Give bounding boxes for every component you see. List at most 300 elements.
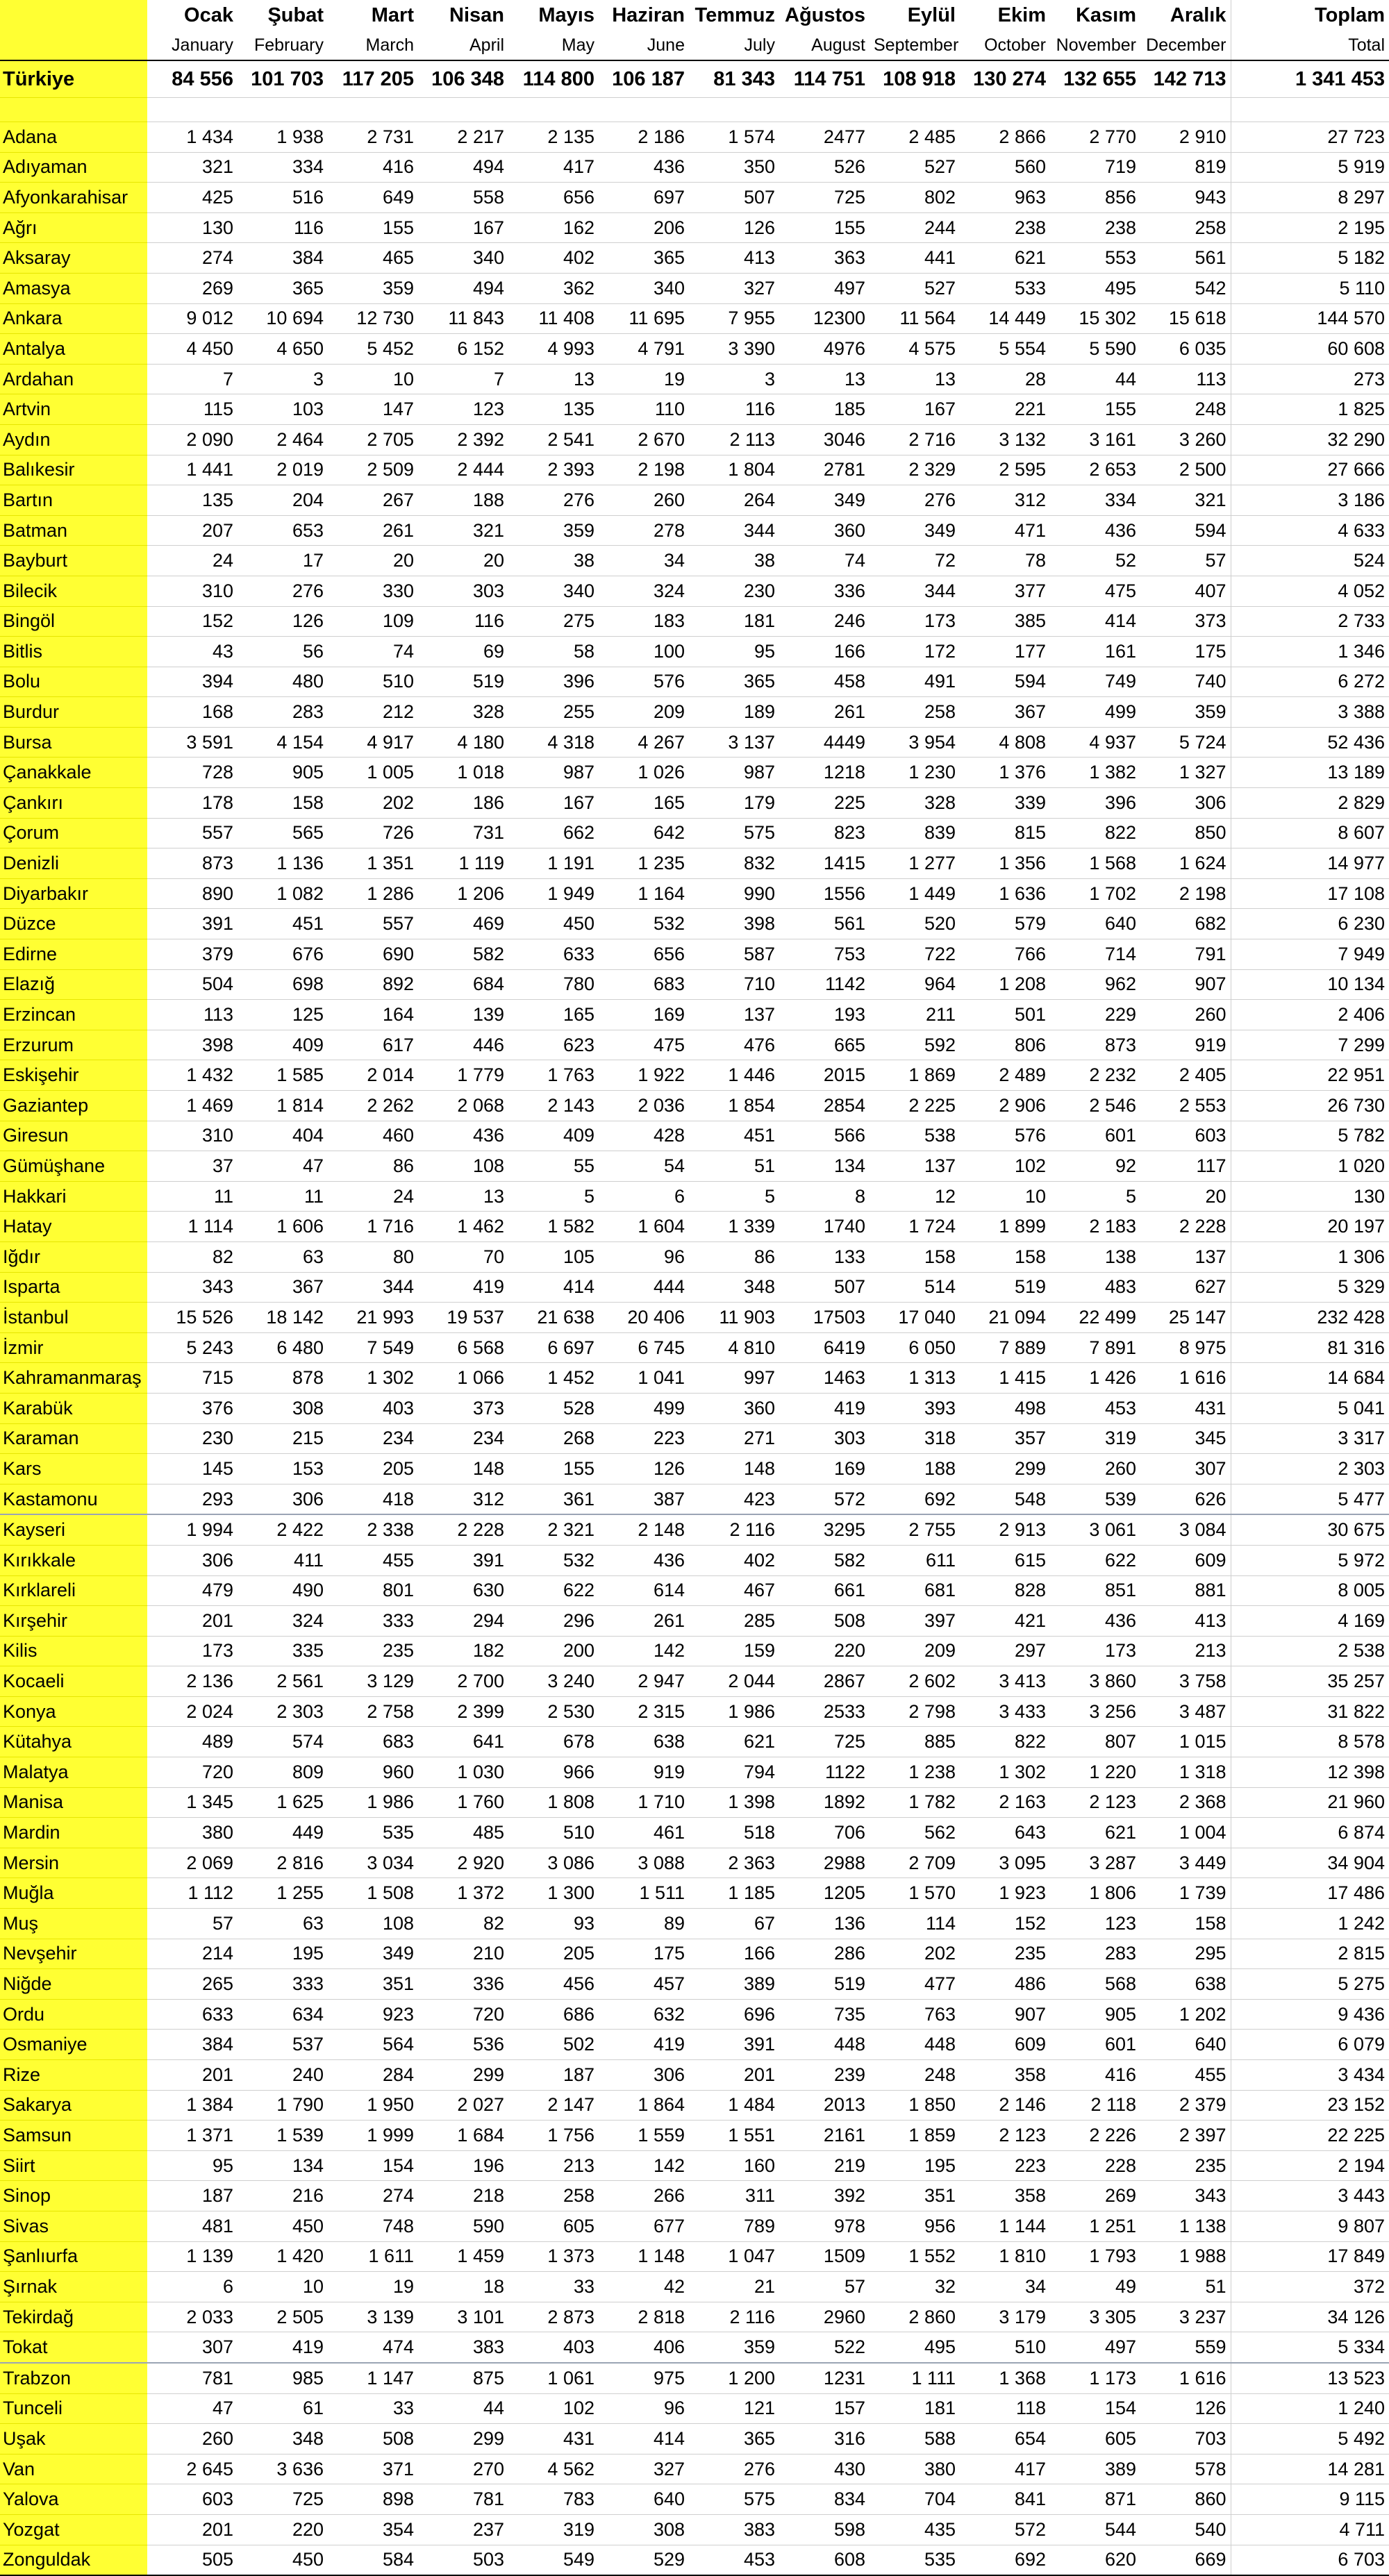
cell-value: 1 559 (599, 2121, 689, 2151)
cell-value: 677 (599, 2211, 689, 2241)
cell-value: 436 (1050, 1606, 1140, 1637)
cell-value: 907 (1140, 969, 1231, 1000)
cell-value: 419 (238, 2332, 328, 2363)
cell-value: 441 (870, 243, 960, 274)
cell-value: 557 (328, 909, 418, 939)
row-total: 5 492 (1231, 2424, 1389, 2454)
cell-value: 258 (508, 2181, 599, 2211)
cell-value: 114 800 (508, 60, 599, 98)
province-name: Ankara (0, 303, 147, 334)
cell-value: 1 449 (870, 878, 960, 909)
cell-value: 819 (1140, 152, 1231, 183)
cell-value: 1 950 (328, 2090, 418, 2121)
cell-value: 161 (1050, 637, 1140, 667)
cell-value: 5 452 (328, 334, 418, 365)
cell-value: 6 480 (238, 1332, 328, 1363)
cell-value: 360 (779, 515, 870, 546)
cell-value: 731 (418, 818, 508, 848)
cell-value: 614 (599, 1575, 689, 1606)
cell-value: 1 376 (960, 758, 1050, 788)
cell-value: 419 (418, 1272, 508, 1303)
cell-value: 11 (238, 1181, 328, 1212)
cell-value: 923 (328, 1999, 418, 2030)
cell-value: 11 903 (689, 1303, 779, 1333)
cell-value: 179 (689, 788, 779, 819)
province-name: Çanakkale (0, 758, 147, 788)
province-name: Bartın (0, 485, 147, 516)
cell-value: 158 (1140, 1909, 1231, 1939)
cell-value: 359 (508, 515, 599, 546)
cell-value: 714 (1050, 939, 1140, 970)
cell-value: 327 (689, 273, 779, 303)
cell-value: 1142 (779, 969, 870, 1000)
cell-value: 363 (779, 243, 870, 274)
cell-value: 276 (508, 485, 599, 516)
cell-value: 12 (870, 1181, 960, 1212)
row-total: 20 197 (1231, 1212, 1389, 1242)
cell-value: 794 (689, 1757, 779, 1788)
spacer-cell (418, 98, 508, 122)
cell-value: 1 724 (870, 1212, 960, 1242)
province-name: İzmir (0, 1332, 147, 1363)
cell-value: 17503 (779, 1303, 870, 1333)
cell-value: 1 986 (689, 1696, 779, 1727)
cell-value: 575 (689, 818, 779, 848)
cell-value: 878 (238, 1363, 328, 1394)
table-row (0, 485, 1389, 516)
cell-value: 2013 (779, 2090, 870, 2121)
cell-value: 540 (1140, 2514, 1231, 2545)
row-total: 2 195 (1231, 212, 1389, 243)
cell-value: 423 (689, 1484, 779, 1514)
cell-value: 2854 (779, 1091, 870, 1121)
cell-value: 56 (238, 637, 328, 667)
cell-value: 1 136 (238, 848, 328, 879)
cell-value: 348 (238, 2424, 328, 2454)
province-name: Zonguldak (0, 2545, 147, 2575)
cell-value: 446 (418, 1030, 508, 1060)
cell-value: 264 (689, 485, 779, 516)
cell-value: 457 (599, 1969, 689, 2000)
cell-value: 562 (870, 1818, 960, 1848)
cell-value: 22 499 (1050, 1303, 1140, 1333)
cell-value: 987 (689, 758, 779, 788)
cell-value: 165 (508, 1000, 599, 1030)
cell-value: 561 (1140, 243, 1231, 274)
cell-value: 2 910 (1140, 122, 1231, 153)
cell-value: 5 (689, 1181, 779, 1212)
cell-value: 328 (870, 788, 960, 819)
cell-value: 2161 (779, 2121, 870, 2151)
row-total: 8 607 (1231, 818, 1389, 848)
cell-value: 467 (689, 1575, 779, 1606)
cell-value: 47 (147, 2393, 238, 2424)
cell-value: 749 (1050, 667, 1140, 697)
cell-value: 4 810 (689, 1332, 779, 1363)
cell-value: 389 (1050, 2454, 1140, 2484)
cell-value: 476 (689, 1030, 779, 1060)
cell-value: 11 843 (418, 303, 508, 334)
row-total: 7 299 (1231, 1030, 1389, 1060)
province-name: Tekirdağ (0, 2302, 147, 2332)
cell-value: 801 (328, 1575, 418, 1606)
cell-value: 3 305 (1050, 2302, 1140, 2332)
cell-value: 28 (960, 364, 1050, 394)
cell-value: 63 (238, 1241, 328, 1272)
table-row (0, 2514, 1389, 2545)
cell-value: 344 (328, 1272, 418, 1303)
cell-value: 244 (870, 212, 960, 243)
cell-value: 592 (870, 1030, 960, 1060)
cell-value: 601 (1050, 2030, 1140, 2060)
province-name: Denizli (0, 848, 147, 879)
cell-value: 42 (599, 2272, 689, 2302)
cell-value: 499 (1050, 697, 1140, 728)
cell-value: 3 591 (147, 727, 238, 758)
cell-value: 200 (508, 1636, 599, 1666)
cell-value: 276 (238, 576, 328, 606)
cell-value: 142 (599, 1636, 689, 1666)
cell-value: 201 (147, 2514, 238, 2545)
cell-value: 1 255 (238, 1878, 328, 1909)
cell-value: 1509 (779, 2241, 870, 2272)
header-row-tr (0, 0, 1389, 31)
cell-value: 822 (960, 1727, 1050, 1757)
province-name: Kars (0, 1454, 147, 1484)
cell-value: 828 (960, 1575, 1050, 1606)
cell-value: 416 (1050, 2060, 1140, 2091)
province-name: Şanlıurfa (0, 2241, 147, 2272)
column-header-en: June (599, 31, 689, 60)
cell-value: 692 (960, 2545, 1050, 2575)
row-total: 9 115 (1231, 2484, 1389, 2515)
cell-value: 1 716 (328, 1212, 418, 1242)
table-row (0, 546, 1389, 576)
cell-value: 34 (599, 546, 689, 576)
cell-value: 157 (779, 2393, 870, 2424)
cell-value: 471 (960, 515, 1050, 546)
cell-value: 362 (508, 273, 599, 303)
cell-value: 720 (418, 1999, 508, 2030)
cell-value: 505 (147, 2545, 238, 2575)
cell-value: 6 568 (418, 1332, 508, 1363)
province-name: Karabük (0, 1393, 147, 1423)
cell-value: 2 392 (418, 424, 508, 455)
cell-value: 361 (508, 1484, 599, 1514)
cell-value: 205 (328, 1454, 418, 1484)
cell-value: 1 082 (238, 878, 328, 909)
row-total: 8 578 (1231, 1727, 1389, 1757)
row-total: 8 005 (1231, 1575, 1389, 1606)
province-name: Kırşehir (0, 1606, 147, 1637)
column-header-en: Total (1231, 31, 1389, 60)
cell-value: 359 (1140, 697, 1231, 728)
cell-value: 4 917 (328, 727, 418, 758)
cell-value: 1 119 (418, 848, 508, 879)
cell-value: 641 (418, 1727, 508, 1757)
cell-value: 380 (147, 1818, 238, 1848)
province-name: Şırnak (0, 2272, 147, 2302)
cell-value: 2 315 (599, 1696, 689, 1727)
table-row (0, 364, 1389, 394)
cell-value: 137 (1140, 1241, 1231, 1272)
cell-value: 1 313 (870, 1363, 960, 1394)
cell-value: 1 462 (418, 1212, 508, 1242)
cell-value: 275 (508, 606, 599, 637)
cell-value: 832 (689, 848, 779, 879)
cell-value: 213 (1140, 1636, 1231, 1666)
row-total: 22 225 (1231, 2121, 1389, 2151)
cell-value: 319 (508, 2514, 599, 2545)
cell-value: 181 (689, 606, 779, 637)
cell-value: 598 (779, 2514, 870, 2545)
cell-value: 654 (960, 2424, 1050, 2454)
province-name: Muş (0, 1909, 147, 1939)
cell-value: 725 (779, 1727, 870, 1757)
cell-value: 63 (238, 1909, 328, 1939)
row-total: 4 169 (1231, 1606, 1389, 1637)
cell-value: 6 152 (418, 334, 508, 365)
cell-value: 116 (418, 606, 508, 637)
cell-value: 622 (508, 1575, 599, 1606)
table-row (0, 122, 1389, 153)
cell-value: 475 (1050, 576, 1140, 606)
cell-value: 213 (508, 2150, 599, 2181)
cell-value: 296 (508, 1606, 599, 1637)
row-total: 2 194 (1231, 2150, 1389, 2181)
province-name: Düzce (0, 909, 147, 939)
cell-value: 34 (960, 2272, 1050, 2302)
cell-value: 2 368 (1140, 1787, 1231, 1818)
cell-value: 3 390 (689, 334, 779, 365)
table-row (0, 818, 1389, 848)
cell-value: 519 (418, 667, 508, 697)
province-name: Gaziantep (0, 1091, 147, 1121)
cell-value: 145 (147, 1454, 238, 1484)
cell-value: 223 (960, 2150, 1050, 2181)
cell-value: 1 616 (1140, 2363, 1231, 2393)
header-corner (0, 31, 147, 60)
cell-value: 185 (779, 394, 870, 425)
cell-value: 710 (689, 969, 779, 1000)
cell-value: 3 137 (689, 727, 779, 758)
cell-value: 240 (238, 2060, 328, 2091)
cell-value: 1 351 (328, 848, 418, 879)
cell-value: 209 (870, 1636, 960, 1666)
cell-value: 417 (508, 152, 599, 183)
row-total: 22 951 (1231, 1060, 1389, 1091)
province-name: İstanbul (0, 1303, 147, 1333)
row-total: 17 108 (1231, 878, 1389, 909)
cell-value: 321 (147, 152, 238, 183)
cell-value: 11 (147, 1181, 238, 1212)
cell-value: 1 570 (870, 1878, 960, 1909)
cell-value: 623 (508, 1030, 599, 1060)
cell-value: 905 (1050, 1999, 1140, 2030)
province-name: Diyarbakır (0, 878, 147, 909)
cell-value: 389 (689, 1969, 779, 2000)
cell-value: 1 112 (147, 1878, 238, 1909)
cell-value: 82 (418, 1909, 508, 1939)
spacer-cell (960, 98, 1050, 122)
cell-value: 158 (870, 1241, 960, 1272)
table-row (0, 606, 1389, 637)
cell-value: 480 (238, 667, 328, 697)
province-name: Aksaray (0, 243, 147, 274)
cell-value: 850 (1140, 818, 1231, 848)
cell-value: 1 739 (1140, 1878, 1231, 1909)
province-name: Adana (0, 122, 147, 153)
cell-value: 516 (238, 183, 328, 213)
cell-value: 4976 (779, 334, 870, 365)
cell-value: 2 530 (508, 1696, 599, 1727)
cell-value: 469 (418, 909, 508, 939)
cell-value: 123 (418, 394, 508, 425)
cell-value: 271 (689, 1423, 779, 1454)
cell-value: 82 (147, 1241, 238, 1272)
cell-value: 24 (147, 546, 238, 576)
province-name: Tunceli (0, 2393, 147, 2424)
row-total: 1 242 (1231, 1909, 1389, 1939)
cell-value: 357 (960, 1423, 1050, 1454)
cell-value: 328 (418, 697, 508, 728)
cell-value: 52 (1050, 546, 1140, 576)
cell-value: 905 (238, 758, 328, 788)
cell-value: 1 300 (508, 1878, 599, 1909)
cell-value: 102 (508, 2393, 599, 2424)
cell-value: 681 (870, 1575, 960, 1606)
cell-value: 216 (238, 2181, 328, 2211)
cell-value: 535 (870, 2545, 960, 2575)
cell-value: 498 (960, 1393, 1050, 1423)
cell-value: 907 (960, 1999, 1050, 2030)
cell-value: 58 (508, 637, 599, 667)
cell-value: 860 (1140, 2484, 1231, 2515)
cell-value: 230 (147, 1423, 238, 1454)
cell-value: 584 (328, 2545, 418, 2575)
cell-value: 791 (1140, 939, 1231, 970)
cell-value: 1 923 (960, 1878, 1050, 1909)
cell-value: 964 (870, 969, 960, 1000)
cell-value: 576 (599, 667, 689, 697)
cell-value: 297 (960, 1636, 1050, 1666)
cell-value: 544 (1050, 2514, 1140, 2545)
cell-value: 1 164 (599, 878, 689, 909)
cell-value: 1231 (779, 2363, 870, 2393)
cell-value: 268 (508, 1423, 599, 1454)
cell-value: 507 (689, 183, 779, 213)
cell-value: 510 (508, 1818, 599, 1848)
cell-value: 559 (1140, 2332, 1231, 2363)
cell-value: 154 (328, 2150, 418, 2181)
cell-value: 168 (147, 697, 238, 728)
table-row (0, 1757, 1389, 1788)
cell-value: 1122 (779, 1757, 870, 1788)
cell-value: 561 (779, 909, 870, 939)
cell-value: 2 505 (238, 2302, 328, 2332)
cell-value: 1 277 (870, 848, 960, 879)
cell-value: 235 (960, 1939, 1050, 1969)
row-total: 13 189 (1231, 758, 1389, 788)
cell-value: 394 (147, 667, 238, 697)
province-name: Çorum (0, 818, 147, 848)
cell-value: 407 (1140, 576, 1231, 606)
row-total: 3 434 (1231, 2060, 1389, 2091)
cell-value: 1 420 (238, 2241, 328, 2272)
cell-value: 403 (508, 2332, 599, 2363)
table-row (0, 1878, 1389, 1909)
row-total: 5 275 (1231, 1969, 1389, 2000)
cell-value: 234 (418, 1423, 508, 1454)
cell-value: 334 (238, 152, 328, 183)
cell-value: 2 405 (1140, 1060, 1231, 1091)
row-total: 30 675 (1231, 1514, 1389, 1545)
province-name: Isparta (0, 1272, 147, 1303)
cell-value: 220 (779, 1636, 870, 1666)
row-total: 10 134 (1231, 969, 1389, 1000)
cell-value: 2781 (779, 455, 870, 485)
column-header-en: February (238, 31, 328, 60)
cell-value: 212 (328, 697, 418, 728)
cell-value: 147 (328, 394, 418, 425)
province-name: Kırklareli (0, 1575, 147, 1606)
cell-value: 2 123 (1050, 1787, 1140, 1818)
cell-value: 497 (1050, 2332, 1140, 2363)
cell-value: 138 (1050, 1241, 1140, 1272)
cell-value: 1 859 (870, 2121, 960, 2151)
cell-value: 549 (508, 2545, 599, 2575)
row-total: 273 (1231, 364, 1389, 394)
cell-value: 409 (508, 1121, 599, 1151)
cell-value: 621 (1050, 1818, 1140, 1848)
cell-value: 881 (1140, 1575, 1231, 1606)
cell-value: 201 (147, 2060, 238, 2091)
cell-value: 324 (238, 1606, 328, 1637)
table-row (0, 273, 1389, 303)
cell-value: 130 274 (960, 60, 1050, 98)
cell-value: 6419 (779, 1332, 870, 1363)
row-total: 2 538 (1231, 1636, 1389, 1666)
cell-value: 4 562 (508, 2454, 599, 2484)
cell-value: 2 262 (328, 1091, 418, 1121)
cell-value: 6 050 (870, 1332, 960, 1363)
cell-value: 411 (238, 1545, 328, 1575)
cell-value: 351 (328, 1969, 418, 2000)
cell-value: 299 (960, 1454, 1050, 1484)
cell-value: 37 (147, 1151, 238, 1182)
cell-value: 621 (689, 1727, 779, 1757)
cell-value: 588 (870, 2424, 960, 2454)
column-header-tr: Ekim (997, 3, 1046, 26)
cell-value: 308 (238, 1393, 328, 1423)
cell-value: 7 891 (1050, 1332, 1140, 1363)
cell-value: 360 (689, 1393, 779, 1423)
cell-value: 1 611 (328, 2241, 418, 2272)
table-row (0, 2060, 1389, 2091)
cell-value: 1 988 (1140, 2241, 1231, 2272)
cell-value: 1892 (779, 1787, 870, 1818)
column-header-tr: Toplam (1231, 0, 1389, 31)
province-name: Kayseri (0, 1514, 147, 1545)
cell-value: 532 (599, 909, 689, 939)
cell-value: 18 (418, 2272, 508, 2302)
cell-value: 1 568 (1050, 848, 1140, 879)
cell-value: 108 918 (870, 60, 960, 98)
row-label: Türkiye (0, 60, 147, 98)
cell-value: 13 (508, 364, 599, 394)
cell-value: 413 (1140, 1606, 1231, 1637)
cell-value: 312 (960, 485, 1050, 516)
